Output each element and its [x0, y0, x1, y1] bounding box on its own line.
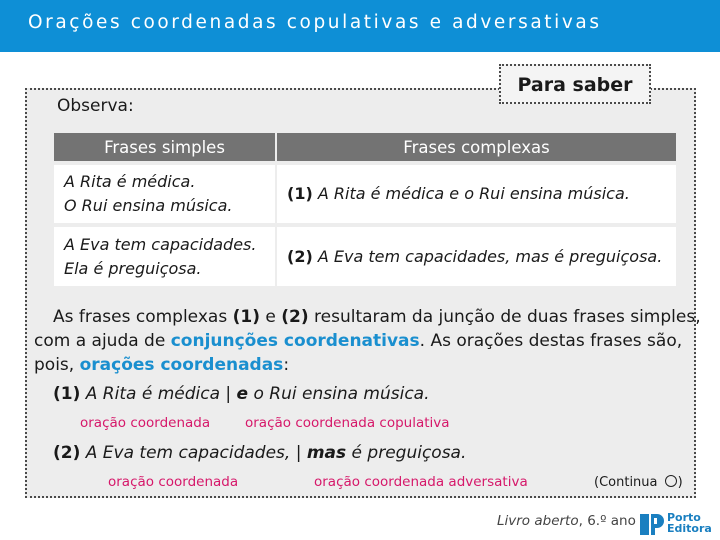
porto-editora-logo-icon — [640, 511, 664, 535]
example-number: (2) — [53, 443, 81, 463]
text: : — [283, 355, 290, 375]
clause-label: oração coordenada — [80, 415, 211, 431]
text: pois, — [34, 355, 80, 375]
simple-sentence: O Rui ensina música. — [64, 196, 233, 215]
text: . As orações destas frases são, — [419, 331, 683, 351]
sentence-number: (1) — [287, 184, 313, 203]
text: As frases complexas — [53, 307, 233, 327]
grade-text: , 6.º ano — [578, 513, 636, 529]
simple-sentence: Ela é preguiçosa. — [64, 259, 202, 278]
table-cell-simple-2 — [54, 227, 275, 286]
clause-label: oração coordenada adversativa — [314, 474, 528, 490]
continua-button[interactable] — [594, 475, 683, 490]
header-bar — [0, 0, 720, 52]
example-1 — [53, 384, 430, 404]
continua-text: (Continua — [594, 475, 662, 490]
complex-sentence — [287, 182, 630, 206]
highlight-term: orações coordenadas — [79, 355, 284, 375]
separator: | — [295, 443, 307, 463]
observa-label: Observa: — [57, 96, 134, 116]
clause-label: oração coordenada — [108, 474, 239, 490]
paragraph-line — [53, 305, 701, 329]
book-title: Livro aberto — [497, 513, 579, 529]
logo-line: Editora — [667, 522, 712, 535]
conjunction: mas — [306, 443, 347, 463]
conjunction: e — [236, 384, 249, 404]
text: resultaram da junção de duas frases simples, — [308, 307, 701, 327]
paragraph-line — [34, 329, 682, 353]
text: e — [259, 307, 282, 327]
clause: é preguiçosa. — [346, 443, 467, 463]
separator: | — [225, 384, 237, 404]
clause-label: oração coordenada copulativa — [245, 415, 450, 431]
table-cell-complex-1 — [277, 165, 676, 223]
table-cell-complex-2 — [277, 227, 676, 286]
paragraph-line — [34, 353, 289, 377]
logo-text — [667, 512, 712, 534]
highlight-term: conjunções coordenativas — [170, 331, 420, 351]
complex-text: A Rita é médica e o Rui ensina música. — [312, 184, 630, 203]
complex-sentence — [287, 245, 662, 269]
para-saber-badge — [499, 64, 651, 104]
page-title: Orações coordenadas copulativas e adversativas — [28, 12, 602, 33]
circle-icon — [665, 475, 677, 487]
badge-label: Para saber — [517, 74, 633, 96]
sentences-table — [54, 133, 676, 286]
clause: A Eva tem capacidades, — [80, 443, 296, 463]
text: com a ajuda de — [34, 331, 171, 351]
example-number: (1) — [53, 384, 81, 404]
complex-text: A Eva tem capacidades, mas é preguiçosa. — [312, 247, 663, 266]
table-cell-simple-1 — [54, 165, 275, 223]
simple-sentence: A Eva tem capacidades. — [64, 235, 257, 254]
example-2 — [53, 443, 466, 463]
header-simple: Frases simples — [54, 133, 275, 161]
logo-line: Porto — [667, 511, 701, 524]
clause: A Rita é médica — [80, 384, 226, 404]
ref-number: (1) — [232, 307, 260, 327]
sentence-number: (2) — [287, 247, 313, 266]
clause: o Rui ensina música. — [248, 384, 430, 404]
header-complex: Frases complexas — [277, 133, 676, 161]
ref-number: (2) — [281, 307, 309, 327]
footer-credit — [497, 513, 636, 529]
simple-sentence: A Rita é médica. — [64, 172, 196, 191]
continua-text: ) — [677, 475, 683, 490]
